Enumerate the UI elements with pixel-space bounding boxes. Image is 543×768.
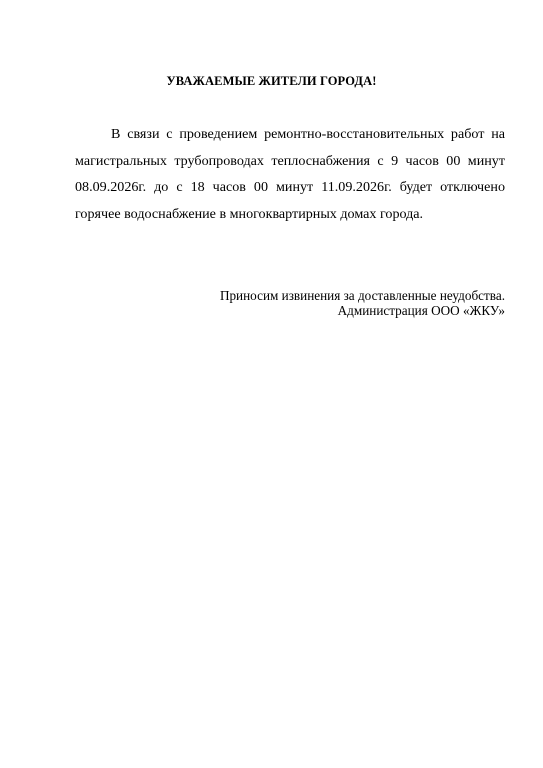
- notice-title: УВАЖАЕМЫЕ ЖИТЕЛИ ГОРОДА!: [166, 74, 377, 88]
- notice-body: В связи с проведением ремонтно-восстановительных работ на магистральных трубопроводах теплоснабжения с 9 часов 00 минут 08.09.2026г. до с 18 часов 00 минут 11.09.2026г. будет отключено горячее водоснабжение в многоквартирных домах города.: [75, 126, 505, 222]
- apology-line: Приносим извинения за доставленные неудобства.: [219, 288, 505, 303]
- notice-closing: [220, 288, 505, 318]
- signature-line: Администрация ООО «ЖКУ»: [337, 303, 505, 318]
